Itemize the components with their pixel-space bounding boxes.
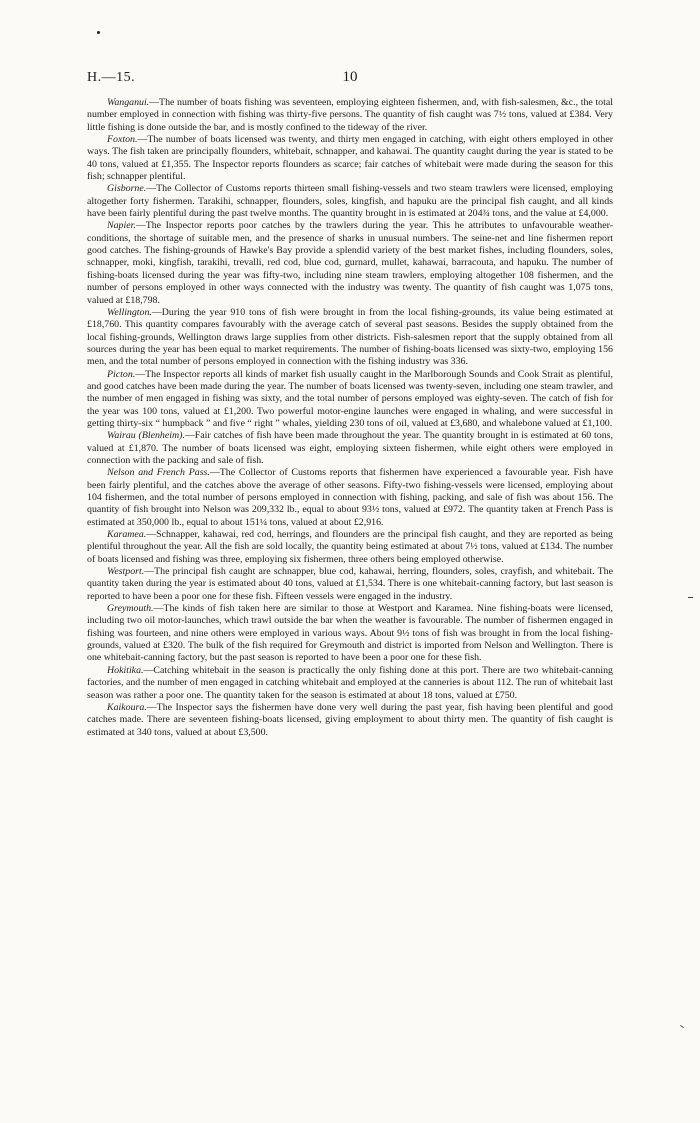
- paragraph-text: —The Collector of Customs reports that fishermen have experienced a favourable year. Fish have been fairly plentiful, and the catches above the average of other seasons. Fifty-two fishing-vessels were licensed, employing about 104 fishermen, and the total number of persons employed in connection with fishing, packing, and sale of fish was about 156. The quantity of fish brought into Nelson was 209,332 lb., equal to about 93½ tons, valued at £972. The quantity taken at French Pass is estimated at 350,000 lb., equal to about 151¼ tons, valued at about £2,916.: [87, 467, 613, 528]
- place-name: Napier.: [107, 220, 136, 232]
- paragraph-nelson: [87, 467, 613, 529]
- paragraph-picton: [87, 369, 613, 431]
- paragraph-text: —Catching whitebait in the season is practically the only fishing done at this port. There are two whitebait-canning factories, and the number of men engaged in catching whitebait and employed at the canneries is about 112. The run of whitebait last season was rather a poor one. The quantity taken for the season is estimated at about 18 tons, valued at £750.: [87, 664, 613, 701]
- place-name: Picton.: [107, 368, 136, 380]
- place-name: Wairau (Blenheim).: [107, 430, 185, 442]
- paragraph-wanganui: [87, 97, 613, 134]
- paragraph-westport: [87, 566, 613, 603]
- paragraph-text: —Schnapper, kahawai, red cod, herrings, and flounders are the principal fish caught, and they are reported as being plentiful throughout the year. All the fish are sold locally, the quantity being estimated at about 7½ tons, valued at £134. The number of boats licensed and fishing was three, employing six fishermen, three others being employed otherwise.: [87, 529, 613, 565]
- paragraph-wellington: [87, 307, 613, 369]
- paragraph-karamea: [87, 529, 613, 566]
- paragraph-gisborne: [87, 183, 613, 220]
- paragraph-wairau: [87, 430, 613, 467]
- margin-mark: [680, 1025, 684, 1028]
- place-name: Westport.: [107, 566, 145, 578]
- paragraph-text: —Fair catches of fish have been made throughout the year. The quantity brought in is estimated at 60 tons, valued at £1,870. The number of boats licensed was eight, employing sixteen fishermen, while eight others were employed in connection with the packing and sale of fish.: [87, 430, 613, 466]
- paragraph-text: —The Inspector says the fishermen have done very well during the past year, fish having been plentiful and good catches made. There are seventeen fishing-boats licensed, giving employment to about thirty men. The quantity of fish caught is estimated at 340 tons, valued at about £3,500.: [87, 701, 613, 738]
- paragraph-text: —The number of boats licensed was twenty, and thirty men engaged in catching, with eight others employed in other ways. The fish taken are principally flounders, whitebait, schnapper, and kahawai. The quantity caught during the year is stated to be 40 tons, valued at £1,355. The Inspector reports flounders as scarce; fair catches of whitebait were made during the season for this fish; schnapper plentiful.: [87, 134, 613, 183]
- page-mark: [97, 31, 100, 34]
- paragraph-text: —The kinds of fish taken here are similar to those at Westport and Karamea. Nine fishing-boats were licensed, including two oil motor-launches, which trawl outside the bar when the weather is favourable. The number of fishermen engaged in fishing was fourteen, and nine others were employed in various ways. About 9½ tons of fish was brought in from the local fishing-grounds, valued at £320. The bulk of the fish required for Greymouth and district is imported from Nelson and Wellington. There is one whitebait-canning factory, but the past season is reported to have been a poor one for these fish.: [87, 603, 613, 664]
- place-name: Greymouth.: [107, 603, 154, 615]
- paragraph-text: —The number of boats fishing was seventeen, employing eighteen fishermen, and, with fish-salesmen, &c., the total number employed in connection with fishing was thirty-five persons. The quantity of fish caught was 7½ tons, valued at £384. Very little fishing is done outside the bar, and is mostly confined to the tideway of the river.: [87, 97, 613, 133]
- margin-mark: [688, 597, 693, 598]
- report-body: [87, 97, 613, 739]
- place-name: Wanganui.: [107, 97, 150, 108]
- paragraph-text: —The principal fish caught are schnapper, blue cod, kahawai, herring, flounders, soles, crayfish, and whitebait. The quantity taken during the year is estimated about 40 tons, valued at £1,534. There is one whitebait-canning factory, but last season is reported to have been a poor one for these fish. Fifteen vessels were engaged in the industry.: [87, 566, 613, 602]
- paragraph-napier: [87, 220, 613, 306]
- place-name: Hokitika.: [107, 664, 144, 676]
- paragraph-hokitika: [87, 665, 613, 702]
- place-name: Nelson and French Pass.: [107, 467, 210, 479]
- paragraph-text: —The Inspector reports all kinds of market fish usually caught in the Marlborough Sounds and Cook Strait as plentiful, and good catches have been made during the year. The number of boats licensed was twenty-seven, including one steam trawler, and the number of men engaged in fishing was sixty, and the total number of persons employed was eighty-seven. The catch of fish for the year was 100 tons, valued at £1,200. Two powerful motor-engine launches were engaged in whaling, and were successful in getting thirty-six “ humpback ” and five “ right ” whales, yielding 230 tons of oil, valued at £3,680, and whalebone valued at £1,100.: [87, 368, 613, 429]
- page-number: 10: [342, 69, 358, 85]
- place-name: Gisborne.: [107, 183, 147, 195]
- paragraph-foxton: [87, 134, 613, 183]
- paragraph-kaikoura: [87, 702, 613, 739]
- paragraph-greymouth: [87, 603, 613, 665]
- paragraph-text: —During the year 910 tons of fish were brought in from the local fishing-grounds, its value being estimated at £18,760. This quantity compares favourably with the average catch of several past seasons. Besides the supply obtained from the local fishing-grounds, Wellington draws large supplies from other districts. Fish-salesmen report that the supply obtained from all sources during the year has been equal to market requirements. The number of fishing-boats licensed was sixty-two, employing 156 men, and the total number of persons employed in connection with the fishing industry was 336.: [87, 306, 613, 368]
- place-name: Foxton.: [107, 134, 138, 146]
- paragraph-text: —The Inspector reports poor catches by the trawlers during the year. This he attributes to unfavourable weather-conditions, the shortage of suitable men, and the presence of sharks in unusual numbers. The seine-net and line fishermen report good catches. The fishing-grounds of Hawke's Bay provide a splendid variety of the best market fishes, including flounders, soles, schnapper, moki, kingfish, tarakihi, trevalli, red cod, blue cod, gurnard, mullet, kahawai, barracouta, and hapuku. The number of fishing-boats licensed during the year was fifty-two, including nine steam trawlers, employing altogether 108 fishermen, and the number of persons employed in other ways connected with the industry was twenty. The quantity of fish caught was 1,075 tons, valued at £18,798.: [87, 220, 613, 306]
- place-name: Karamea.: [107, 529, 147, 541]
- place-name: Wellington.: [107, 306, 152, 318]
- page-header: [87, 70, 613, 90]
- report-reference: H.—15.: [87, 70, 136, 85]
- paragraph-text: —The Collector of Customs reports thirteen small fishing-vessels and two steam trawlers were licensed, employing altogether forty fishermen. Tarakihi, schnapper, flounders, soles, kingfish, and hapuku are the principal fish caught, and all kinds have been fairly plentiful during the past twelve months. The quantity brought in is estimated at 204¾ tons, and the value at £4,000.: [87, 183, 613, 220]
- place-name: Kaikoura.: [107, 701, 147, 713]
